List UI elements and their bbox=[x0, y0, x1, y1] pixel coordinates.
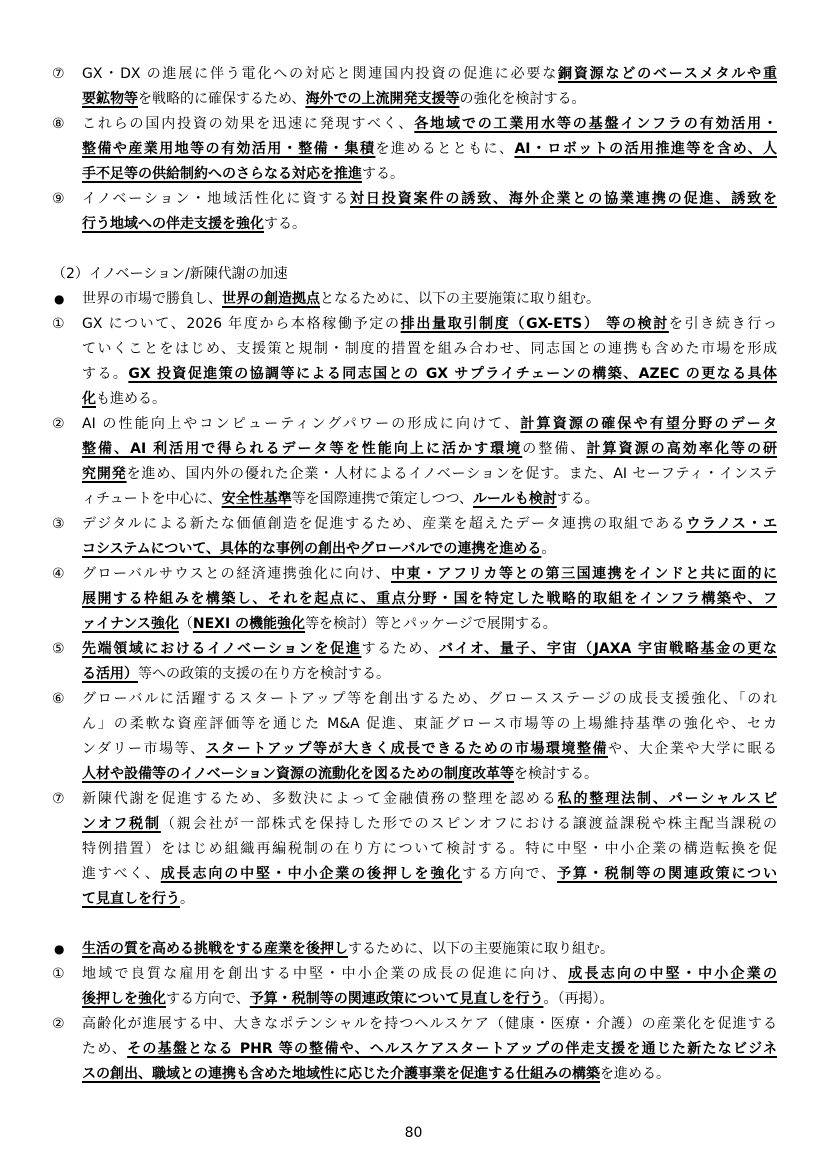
emphasized-text: 化 bbox=[82, 391, 96, 407]
text-line bbox=[82, 537, 777, 562]
text-line bbox=[82, 662, 777, 687]
emphasized-text: コシステムについて、具体的な事例の創出やグローバルでの連携を進める bbox=[82, 541, 542, 557]
emphasized-text: 安全性基準 bbox=[221, 491, 292, 507]
item-text bbox=[82, 962, 777, 1012]
text-run: 世界の市場で勝負し、 bbox=[82, 291, 222, 307]
text-line bbox=[82, 1012, 777, 1037]
text-run: グローバルサウスとの経済連携強化に向け、 bbox=[82, 566, 391, 582]
text-line bbox=[82, 837, 777, 862]
document-section bbox=[48, 262, 777, 912]
text-run: 特例措置）をはじめ組織再編税制の在り方について検討する。特に中堅・中小企業の構造転換を促 bbox=[82, 841, 777, 857]
emphasized-text: 成長志向の中堅・中小企業の後押しを強化 bbox=[160, 866, 463, 882]
emphasized-text: 銅資源などのベースメタルや重 bbox=[558, 66, 777, 82]
text-run: デジタルによる新たな価値創造を促進するため、産業を超えたデータ連携の取組である bbox=[82, 516, 687, 532]
text-line bbox=[82, 687, 777, 712]
item-text bbox=[82, 312, 777, 412]
text-run: AI の性能向上やコンピューティングパワーの形成に向けて、 bbox=[82, 416, 521, 432]
item-number: ③ bbox=[52, 516, 65, 532]
emphasized-text: 展開する枠組みを構築し、それを起点に、重点分野・国を特定した戦略的取組をインフラ構築や、フ bbox=[82, 591, 777, 607]
text-line bbox=[82, 937, 777, 962]
text-run: となるために、以下の主要施策に取り組む。 bbox=[320, 291, 600, 307]
text-run: する。 bbox=[556, 491, 599, 507]
text-line bbox=[82, 1062, 777, 1087]
text-run: これらの国内投資の効果を迅速に発現すべく、 bbox=[82, 116, 415, 132]
document-body bbox=[48, 62, 777, 1087]
emphasized-text: 手不足等の供給制約へのさらなる対応を推進 bbox=[82, 166, 362, 182]
item-text bbox=[82, 287, 777, 312]
text-line bbox=[82, 312, 777, 337]
text-line bbox=[82, 187, 777, 212]
text-line bbox=[82, 112, 777, 137]
emphasized-text: 世界の創造拠点 bbox=[222, 291, 320, 307]
text-run: する方向で、 bbox=[166, 991, 250, 1007]
numbered-item bbox=[48, 562, 777, 637]
text-run: ていくことをはじめ、支援策と規制・制度的措置を組み合わせ、同志国との連携も含めた市場を形成 bbox=[82, 341, 777, 357]
item-text bbox=[82, 412, 777, 512]
text-run: ため、 bbox=[82, 1041, 128, 1057]
text-line bbox=[82, 712, 777, 737]
text-run: するために、以下の主要施策に取り組む。 bbox=[348, 941, 614, 957]
text-run: を引き続き行っ bbox=[668, 316, 777, 332]
page-number: 80 bbox=[404, 1125, 423, 1141]
text-line bbox=[82, 812, 777, 837]
text-line bbox=[82, 487, 777, 512]
text-line bbox=[82, 362, 777, 387]
text-line bbox=[82, 862, 777, 887]
text-run: 新陳代謝を促進するため、多数決によって金融債務の整理を認める bbox=[82, 791, 558, 807]
text-run: を進め、国内外の優れた企業・人材によるイノベーションを促す。また、AI セーフティ・インステ bbox=[126, 466, 777, 482]
item-number: ⑥ bbox=[52, 691, 65, 707]
text-line bbox=[82, 162, 777, 187]
text-run: や、大企業や大学に眠る bbox=[607, 741, 777, 757]
text-run: を進める。 bbox=[600, 1066, 670, 1082]
emphasized-text: 中東・アフリカ等との第三国連携をインドと共に面的に bbox=[390, 566, 777, 582]
bullet-item bbox=[48, 937, 777, 962]
text-run: 等を検討）等とパッケージで展開する。 bbox=[305, 616, 557, 632]
item-text bbox=[82, 637, 777, 687]
numbered-item bbox=[48, 637, 777, 687]
text-line bbox=[82, 137, 777, 162]
item-text bbox=[82, 562, 777, 637]
text-run: （親会社が一部株式を保持した形でのスピンオフにおける譲渡益課税や株主配当課税の bbox=[160, 816, 777, 832]
item-text bbox=[82, 512, 777, 562]
numbered-item bbox=[48, 312, 777, 412]
numbered-item bbox=[48, 187, 777, 237]
item-text bbox=[82, 62, 777, 112]
item-number: ④ bbox=[52, 566, 65, 582]
emphasized-text: 各地域での工業用水等の基盤インフラの有効活用・ bbox=[414, 116, 777, 132]
emphasized-text: 人材や設備等のイノベーション資源の流動化を図るための制度改革等 bbox=[82, 766, 515, 782]
section-heading: （2）イノベーション/新陳代謝の加速 bbox=[52, 266, 288, 282]
emphasized-text: 成長志向の中堅・中小企業の bbox=[568, 966, 777, 982]
text-line bbox=[82, 62, 777, 87]
numbered-item bbox=[48, 787, 777, 912]
item-number: ② bbox=[52, 416, 65, 432]
emphasized-text: 行う地域への伴走支援を強化 bbox=[82, 216, 264, 232]
item-number: ② bbox=[52, 1016, 65, 1032]
emphasized-text: スタートアップ等が大きく成長できるための市場環境整備 bbox=[205, 741, 608, 757]
text-run: ィチュートを中心に、 bbox=[82, 491, 222, 507]
emphasized-text: 整備、AI 利活用で得られるデータ等を性能向上に活かす環境 bbox=[82, 441, 523, 457]
text-line bbox=[82, 212, 777, 237]
item-number: ⑦ bbox=[52, 66, 65, 82]
text-run: の強化を検討する。 bbox=[459, 91, 586, 107]
emphasized-text: 後押しを強化 bbox=[82, 991, 166, 1007]
text-line bbox=[82, 437, 777, 462]
text-run: する。 bbox=[362, 166, 404, 182]
text-line bbox=[82, 387, 777, 412]
text-run: ん」の柔軟な資産評価等を通じた M&A 促進、東証グロース市場等の上場維持基準の強化や、セカ bbox=[82, 716, 777, 732]
text-line bbox=[82, 1037, 777, 1062]
text-run: 。 bbox=[541, 541, 556, 557]
text-run: を検討する。 bbox=[514, 766, 599, 782]
emphasized-text: 海外での上流開発支援等 bbox=[305, 91, 460, 107]
text-run: 地域で良質な雇用を創出する中堅・中小企業の成長の促進に向け、 bbox=[82, 966, 569, 982]
item-text bbox=[82, 1012, 777, 1087]
text-run: を進めるとともに、 bbox=[375, 141, 515, 157]
emphasized-text: NEXI の機能強化 bbox=[192, 616, 306, 632]
emphasized-text: その基盤となる PHR 等の整備や、ヘルスケアスタートアップの伴走支援を通じた新たなビジネ bbox=[127, 1041, 777, 1057]
item-text bbox=[82, 787, 777, 912]
emphasized-text: 私的整理法制、パーシャルスピ bbox=[557, 791, 777, 807]
text-line bbox=[82, 987, 777, 1012]
numbered-item bbox=[48, 962, 777, 1012]
item-number: ① bbox=[52, 966, 65, 982]
emphasized-text: る活用） bbox=[82, 666, 138, 682]
emphasized-text: 先端領域におけるイノベーションを促進 bbox=[82, 641, 362, 657]
text-run: するため、 bbox=[361, 641, 440, 657]
text-run: する。 bbox=[82, 366, 129, 382]
text-line bbox=[82, 887, 777, 912]
text-line bbox=[82, 737, 777, 762]
text-run: イノベーション・地域活性化に資する bbox=[82, 191, 351, 207]
emphasized-text: 整備や産業用地等の有効活用・整備・集積 bbox=[82, 141, 376, 157]
emphasized-text: ァイナンス強化 bbox=[82, 616, 179, 632]
text-run: も進める。 bbox=[96, 391, 166, 407]
item-text bbox=[82, 937, 777, 962]
emphasized-text: 計算資源の確保や有望分野のデータ bbox=[520, 416, 777, 432]
text-run: する。 bbox=[264, 216, 306, 232]
text-line bbox=[82, 512, 777, 537]
item-number: ⑨ bbox=[52, 191, 65, 207]
text-run: 高齢化が進展する中、大きなポテンシャルを持つヘルスケア（健康・医療・介護）の産業化を促進する bbox=[82, 1016, 777, 1032]
text-line bbox=[82, 637, 777, 662]
bullet-marker: ● bbox=[54, 292, 65, 306]
emphasized-text: スの創出、職域との連携も含めた地域性に応じた介護事業を促進する仕組みの構築 bbox=[82, 1066, 600, 1082]
emphasized-text: 生活の質を高める挑戦をする産業を後押し bbox=[82, 941, 348, 957]
emphasized-text: 予算・税制等の関連政策につい bbox=[557, 866, 777, 882]
text-line bbox=[82, 612, 777, 637]
text-run: 。 bbox=[180, 891, 194, 907]
item-text bbox=[82, 187, 777, 237]
item-number: ⑤ bbox=[52, 641, 65, 657]
text-run: の整備、 bbox=[522, 441, 587, 457]
bullet-marker: ● bbox=[54, 942, 65, 956]
text-line bbox=[82, 962, 777, 987]
emphasized-text: ンオフ税制 bbox=[82, 816, 161, 832]
text-line bbox=[82, 287, 777, 312]
text-run: 。（再掲）。 bbox=[543, 991, 614, 1007]
text-run: 等を国際連携で策定しつつ、 bbox=[291, 491, 474, 507]
item-number: ⑦ bbox=[52, 791, 65, 807]
numbered-item bbox=[48, 1012, 777, 1087]
numbered-item bbox=[48, 687, 777, 787]
numbered-item bbox=[48, 112, 777, 187]
emphasized-text: 予算・税制等の関連政策について見直しを行う bbox=[249, 991, 544, 1007]
text-line bbox=[82, 762, 777, 787]
text-line bbox=[82, 587, 777, 612]
emphasized-text: バイオ、量子、宇宙（JAXA 宇宙戦略基金の更な bbox=[439, 641, 777, 657]
text-run: GX について、2026 年度から本格稼働予定の bbox=[82, 316, 401, 332]
text-run: （ bbox=[178, 616, 193, 632]
text-run: 等への政策的支援の在り方を検討する。 bbox=[138, 666, 390, 682]
text-line bbox=[82, 462, 777, 487]
text-line bbox=[82, 562, 777, 587]
text-run: グローバルに活躍するスタートアップ等を創出するため、グロースステージの成長支援強化、「のれ bbox=[82, 691, 777, 707]
emphasized-text: GX 投資促進策の協調等による同志国との GX サプライチェーンの構築、AZEC の更なる具体 bbox=[128, 366, 777, 382]
text-line bbox=[82, 337, 777, 362]
emphasized-text: 排出量取引制度（GX-ETS） 等の検討 bbox=[400, 316, 669, 332]
item-number: ① bbox=[52, 316, 65, 332]
emphasized-text: AI・ロボットの活用推進等を含め、人 bbox=[514, 141, 777, 157]
item-number: ⑧ bbox=[52, 116, 65, 132]
text-run: 進すべく、 bbox=[82, 866, 161, 882]
emphasized-text: 対日投資案件の誘致、海外企業との協業連携の促進、誘致を bbox=[350, 191, 777, 207]
document-section bbox=[48, 937, 777, 1087]
bullet-item bbox=[48, 287, 777, 312]
text-run: を戦略的に確保するため、 bbox=[138, 91, 306, 107]
emphasized-text: 計算資源の高効率化等の研 bbox=[586, 441, 777, 457]
text-line bbox=[82, 412, 777, 437]
numbered-item bbox=[48, 512, 777, 562]
item-text bbox=[82, 112, 777, 187]
text-line bbox=[82, 87, 777, 112]
text-line bbox=[82, 787, 777, 812]
item-text bbox=[82, 687, 777, 787]
emphasized-text: 要鉱物等 bbox=[82, 91, 138, 107]
text-run: GX・DX の進展に伴う電化への対応と関連国内投資の促進に必要な bbox=[82, 66, 559, 82]
text-run: する方向で、 bbox=[462, 866, 558, 882]
document-section bbox=[48, 62, 777, 237]
numbered-item bbox=[48, 412, 777, 512]
text-run: ンダリー市場等、 bbox=[82, 741, 206, 757]
emphasized-text: て見直しを行う bbox=[82, 891, 180, 907]
numbered-item bbox=[48, 62, 777, 112]
emphasized-text: ウラノス・エ bbox=[686, 516, 777, 532]
emphasized-text: 究開発 bbox=[82, 466, 127, 482]
emphasized-text: ルールも検討 bbox=[473, 491, 557, 507]
